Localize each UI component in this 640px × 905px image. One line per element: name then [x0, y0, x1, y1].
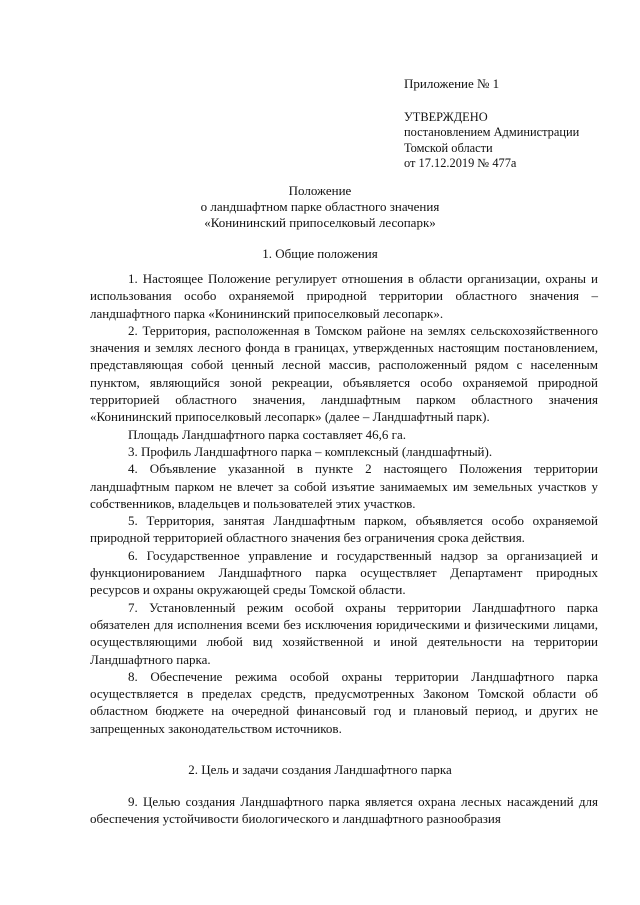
paragraph-9: 9. Целью создания Ландшафтного парка является охрана лесных насаждений для обеспечения устойчивости биологического и ландшафтного разнообразия	[90, 794, 598, 827]
paragraph-3: 3. Профиль Ландшафтного парка – комплексный (ландшафтный).	[128, 443, 493, 459]
section-2-body	[90, 793, 598, 828]
title-line-3: «Конининский припоселковый лесопарк»	[204, 215, 436, 230]
paragraph-4: 4. Объявление указанной в пункте 2 настоящего Положения территории ландшафтным парком не влечет за собой изъятие занимаемых им земельных участков у собственников, владельцев и пользователей этих участков.	[90, 461, 598, 511]
document-title	[0, 183, 640, 231]
approval-block	[404, 110, 579, 172]
paragraph-2: 2. Территория, расположенная в Томском районе на землях сельскохозяйственного значения и землях лесного фонда в границах, утвержденных настоящим постановлением, представляющая собой ценный лесной массив, расположенный рядом с населенным пунктом, являющийся зоной рекреации, объявляется особо охраняемой природной территорией областного значения, ландшафтным парком областного значения «Конининский припоселковый лесопарк» (далее – Ландшафтный парк).	[90, 322, 598, 425]
paragraph-1: 1. Настоящее Положение регулирует отношения в области организации, охраны и использования особо охраняемой природной территории областного значения – ландшафтного парка «Конининский припоселковый лесопарк».	[90, 271, 598, 321]
approved-by: постановлением Администрации	[404, 125, 580, 140]
approved-region: Томской области	[404, 140, 493, 155]
paragraph-7: 7. Установленный режим особой охраны территории Ландшафтного парка обязателен для исполнения всеми без исключения юридическими и физическими лицами, осуществляющими любой вид хозяйственной и иной деятельности на территории Ландшафтного парка.	[90, 599, 598, 667]
title-line-2: о ландшафтном парке областного значения	[200, 199, 440, 214]
paragraph-6: 6. Государственное управление и государственный надзор за организацией и функционированием Ландшафтного парка осуществляет Департамент природных ресурсов и охраны окружающей среды Томской области.	[90, 547, 598, 598]
title-line-1: Положение	[288, 183, 352, 198]
approved-label: УТВЕРЖДЕНО	[404, 110, 488, 124]
section-1-body	[90, 270, 598, 737]
section-1-heading: 1. Общие положения	[262, 246, 378, 261]
paragraph-5: 5. Территория, занятая Ландшафтным парком, объявляется особо охраняемой природной территорией областного значения без ограничения срока действия.	[90, 513, 598, 546]
section-2-heading: 2. Цель и задачи создания Ландшафтного парка	[188, 762, 452, 777]
paragraph-area: Площадь Ландшафтного парка составляет 46,6 га.	[128, 426, 407, 442]
paragraph-8: 8. Обеспечение режима особой охраны территории Ландшафтного парка осуществляется в пределах средств, предусмотренных Законом Томской области об областном бюджете на очередной финансовый год и плановый период, и других не запрещенных законодательством источников.	[90, 668, 598, 736]
decree-reference: от 17.12.2019 № 477а	[404, 156, 517, 171]
appendix-label: Приложение № 1	[404, 76, 500, 91]
